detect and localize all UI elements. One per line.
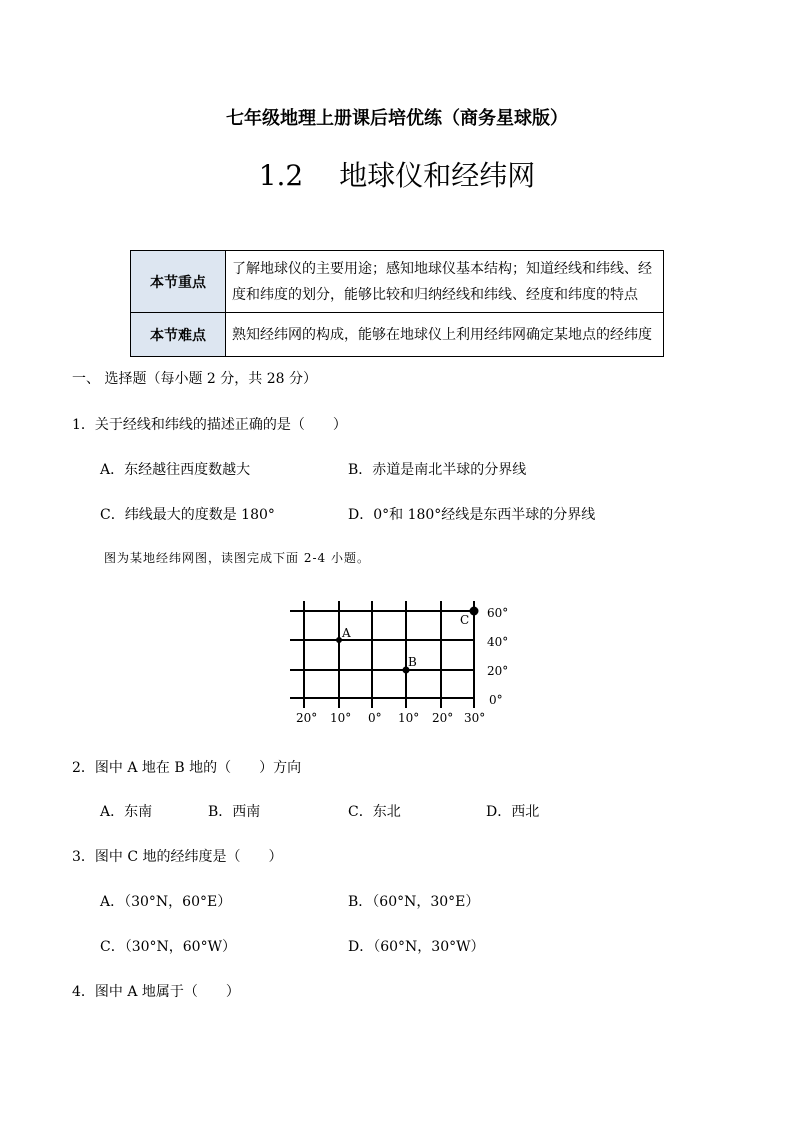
question-3-option-b: B．（60°N，30°E）: [348, 894, 480, 910]
question-3-option-d: D．（60°N，30°W）: [348, 939, 485, 955]
question-2-option-c: C．东北: [348, 804, 401, 820]
page-title: [0, 154, 794, 194]
point-a-label: A: [342, 626, 351, 640]
lon-label-0: 0°: [368, 711, 382, 725]
question-2-option-d: D．西北: [486, 804, 540, 820]
lat-label-40: 40°: [487, 635, 509, 649]
lat-lon-grid-figure: [280, 596, 520, 728]
table-row: [131, 313, 664, 357]
question-3-option-c: C．（30°N，60°W）: [100, 939, 236, 955]
point-b-label: B: [408, 655, 417, 669]
question-1-option-a: A．东经越往西度数越大: [100, 462, 251, 478]
point-c-label: C: [460, 613, 470, 627]
section-heading: 一、 选择题（每小题 2 分，共 28 分）: [72, 371, 317, 387]
question-2-option-a: A．东南: [100, 804, 153, 820]
row-label-key-points: 本节重点: [131, 251, 226, 313]
latitude-labels: [487, 606, 508, 707]
question-1-option-b: B．赤道是南北半球的分界线: [348, 462, 527, 478]
document-subtitle: 七年级地理上册课后培优练（商务星球版）: [226, 108, 568, 129]
question-1-option-d: D．0°和 180°经线是东西半球的分界线: [348, 507, 596, 523]
lon-label-10w: 10°: [330, 711, 352, 725]
lat-label-20: 20°: [487, 664, 509, 678]
lon-label-10e: 10°: [398, 711, 420, 725]
question-3-option-a: A．（30°N，60°E）: [100, 894, 232, 910]
figure-instruction: 图为某地经纬网图，读图完成下面 2-4 小题。: [104, 551, 370, 565]
question-1-option-c: C．纬线最大的度数是 180°: [100, 507, 275, 523]
question-3-stem: 3．图中 C 地的经纬度是（ ）: [72, 849, 283, 865]
key-points-table: [130, 250, 664, 357]
row-content-key-points: 了解地球仪的主要用途；感知地球仪基本结构；知道经线和纬线、经度和纬度的划分，能够比较和归纳经线和纬线、经度和纬度的特点: [226, 251, 664, 313]
lon-label-20w: 20°: [296, 711, 318, 725]
row-label-difficulties: 本节难点: [131, 313, 226, 357]
section-number: 1.2: [258, 159, 304, 192]
question-1-stem: 1．关于经线和纬线的描述正确的是（ ）: [72, 417, 347, 433]
row-content-difficulties: 熟知经纬网的构成，能够在地球仪上利用经纬网确定某地点的经纬度: [226, 313, 664, 357]
lon-label-30e: 30°: [464, 711, 486, 725]
longitude-labels: [296, 711, 485, 725]
grid-lines: [290, 601, 475, 708]
lon-label-20e: 20°: [432, 711, 454, 725]
question-2-stem: 2．图中 A 地在 B 地的（ ）方向: [72, 760, 302, 776]
lat-label-0: 0°: [489, 693, 503, 707]
lat-label-60: 60°: [487, 606, 509, 620]
section-title: 地球仪和经纬网: [339, 159, 536, 192]
question-4-stem: 4．图中 A 地属于（ ）: [72, 984, 240, 1000]
table-row: [131, 251, 664, 313]
question-2-option-b: B．西南: [208, 804, 261, 820]
point-c-marker: [470, 607, 479, 616]
